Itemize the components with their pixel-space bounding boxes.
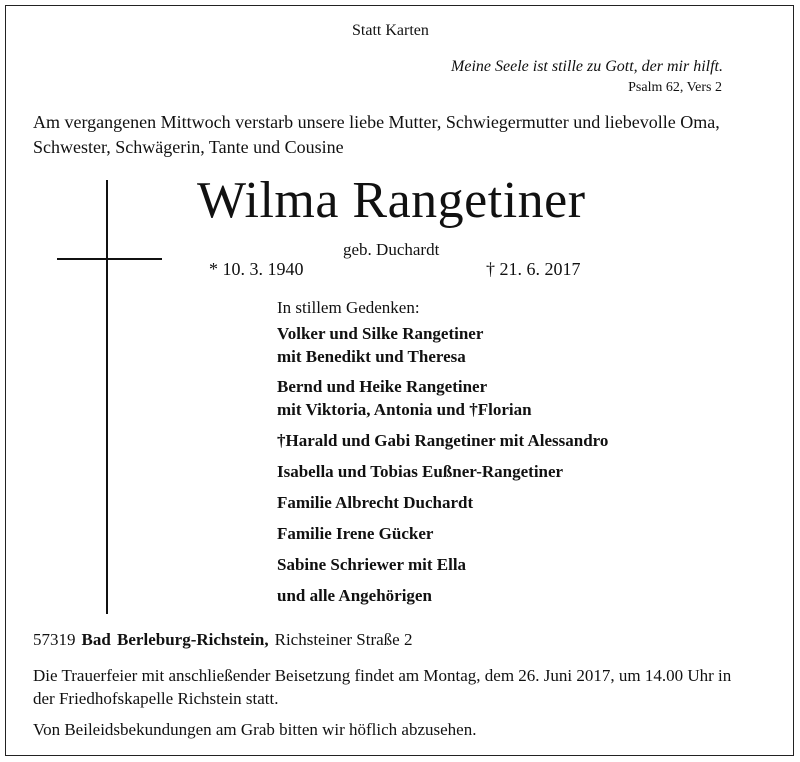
service-info: Die Trauerfeier mit anschließender Beisetzung findet am Montag, dem 26. Juni 2017, um 14.00 Uhr in der Friedhofskapelle Richstein statt.: [33, 666, 732, 708]
cross-icon: [106, 180, 108, 614]
condolence-note: Von Beileidsbekundungen am Grab bitten wir höflich abzusehen.: [33, 720, 477, 739]
deceased-name: Wilma Rangetiner: [197, 172, 586, 229]
cross-icon-bar: [57, 258, 162, 260]
motto-quote: Meine Seele ist stille zu Gott, der mir hilft.: [451, 58, 723, 75]
mourning-heading: In stillem Gedenken:: [277, 298, 420, 317]
death-date: † 21. 6. 2017: [486, 259, 581, 279]
mourner-entry: Volker und Silke Rangetiner: [277, 324, 484, 343]
postal-code: 57319: [33, 630, 76, 649]
mourner-entry: Bernd und Heike Rangetiner: [277, 377, 488, 396]
statt-karten: Statt Karten: [352, 22, 429, 39]
mourner-entry: Sabine Schriewer mit Ella: [277, 555, 467, 574]
address: [33, 630, 412, 650]
mourner-entry: Isabella und Tobias Eußner-Rangetiner: [277, 462, 564, 481]
mourner-entry: und alle Angehörigen: [277, 586, 432, 605]
mourner-entry: Familie Albrecht Duchardt: [277, 493, 474, 512]
mourners-list: [277, 322, 608, 607]
birth-name: geb. Duchardt: [343, 240, 440, 259]
city: Bad Berleburg-Richstein,: [81, 630, 269, 649]
street: Richsteiner Straße 2: [274, 630, 413, 649]
psalm-reference: Psalm 62, Vers 2: [628, 80, 722, 95]
birth-date: * 10. 3. 1940: [209, 259, 304, 279]
mourner-entry: mit Benedikt und Theresa: [277, 347, 466, 366]
mourner-entry: †Harald und Gabi Rangetiner mit Alessandro: [277, 431, 609, 450]
mourner-entry: Familie Irene Gücker: [277, 524, 434, 543]
mourner-entry: mit Viktoria, Antonia und †Florian: [277, 400, 532, 419]
intro-text: Am vergangenen Mittwoch verstarb unsere liebe Mutter, Schwiegermutter und liebevolle Oma, Schwester, Schwägerin, Tante und Cousine: [33, 112, 720, 157]
